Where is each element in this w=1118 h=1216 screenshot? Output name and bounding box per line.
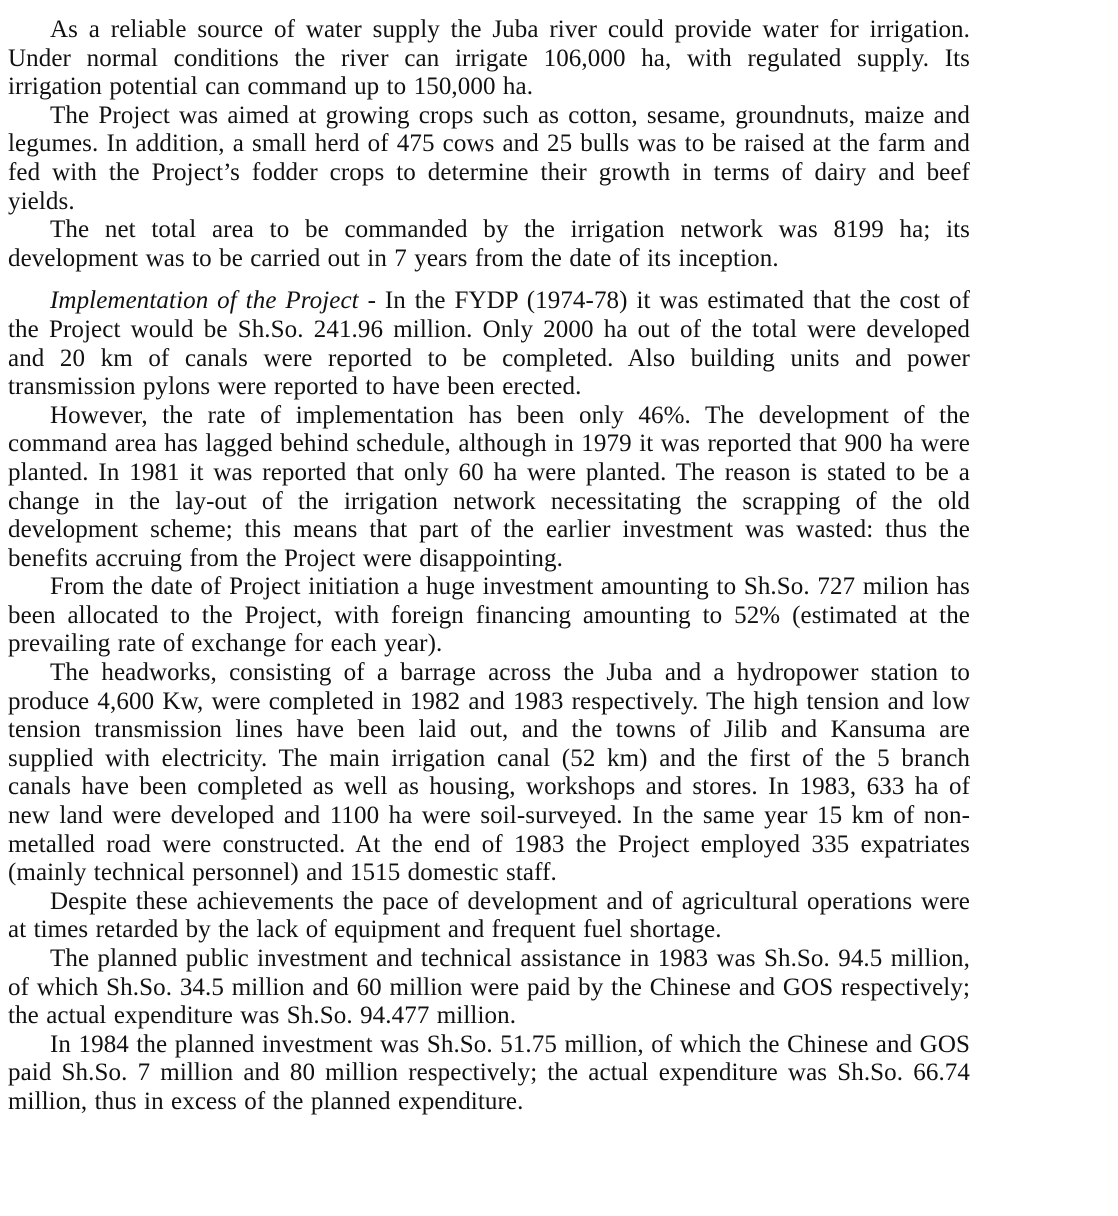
paragraph-juba-water-supply: As a reliable source of water supply the Juba river could provide water for irrigation. Under normal conditions the river can irrigate 106,000 ha, with regulated supply. Its irrigation potential can command up to 150,000 ha. [8,16,970,101]
paragraph-project-crops: The Project was aimed at growing crops such as cotton, sesame, groundnuts, maize and legumes. In addition, a small herd of 475 cows and 25 bulls was to be raised at the farm and fed with the Project’s fodder crops to determine their growth in terms of dairy and beef yields. [8,101,970,215]
document-page [8,16,970,1117]
paragraph-implementation [8,287,970,401]
paragraph-implementation-rate: However, the rate of implementation has been only 46%. The development of the command area has lagged behind schedule, although in 1979 it was reported that 900 ha were planted. In 1981 it was reported that only 60 ha were planted. The reason is stated to be a change in the lay-out of the irrigation network necessitating the scrapping of the old development scheme; this means that part of the earlier investment was wasted: thus the benefits accruing from the Project were disappointing. [8,401,970,572]
paragraph-headworks: The headworks, consisting of a barrage across the Juba and a hydropower station to produce 4,600 Kw, were completed in 1982 and 1983 respectively. The high tension and low tension transmission lines have been laid out, and the towns of Jilib and Kansuma are supplied with electricity. The main irrigation canal (52 km) and the first of the 5 branch canals have been completed as well as housing, workshops and stores. In 1983, 633 ha of new land were developed and 1100 ha were soil-surveyed. In the same year 15 km of non-metalled road were constructed. At the end of 1983 the Project employed 335 expatriates (mainly technical personnel) and 1515 domestic staff. [8,659,970,887]
implementation-heading: Implementation of the Project [50,287,359,315]
paragraph-1984-investment: In 1984 the planned investment was Sh.So. 51.75 million, of which the Chinese and GOS paid Sh.So. 7 million and 80 million respectively; the actual expenditure was Sh.So. 66.74 million, thus in excess of the planned expenditure. [8,1030,970,1115]
paragraph-net-area: The net total area to be commanded by the irrigation network was 8199 ha; its development was to be carried out in 7 years from the date of its inception. [8,216,970,272]
implementation-text: - In the FYDP (1974-78) it was estimated that the cost of the Project would be Sh.So. 241.96 million. Only 2000 ha out of the total were developed and 20 km of canals were reported to be completed. Also building units and power transmission pylons were reported to have been erected. [8,287,971,401]
paragraph-achievements: Despite these achievements the pace of development and of agricultural operations were at times retarded by the lack of equipment and frequent fuel shortage. [8,887,970,944]
paragraph-investment: From the date of Project initiation a huge investment amounting to Sh.So. 727 milion has been allocated to the Project, with foreign financing amounting to 52% (estimated at the prevailing rate of exchange for each year). [8,573,970,658]
paragraph-1983-investment: The planned public investment and technical assistance in 1983 was Sh.So. 94.5 million, of which Sh.So. 34.5 million and 60 million were paid by the Chinese and GOS respectively; the actual expenditure was Sh.So. 94.477 million. [8,945,970,1030]
